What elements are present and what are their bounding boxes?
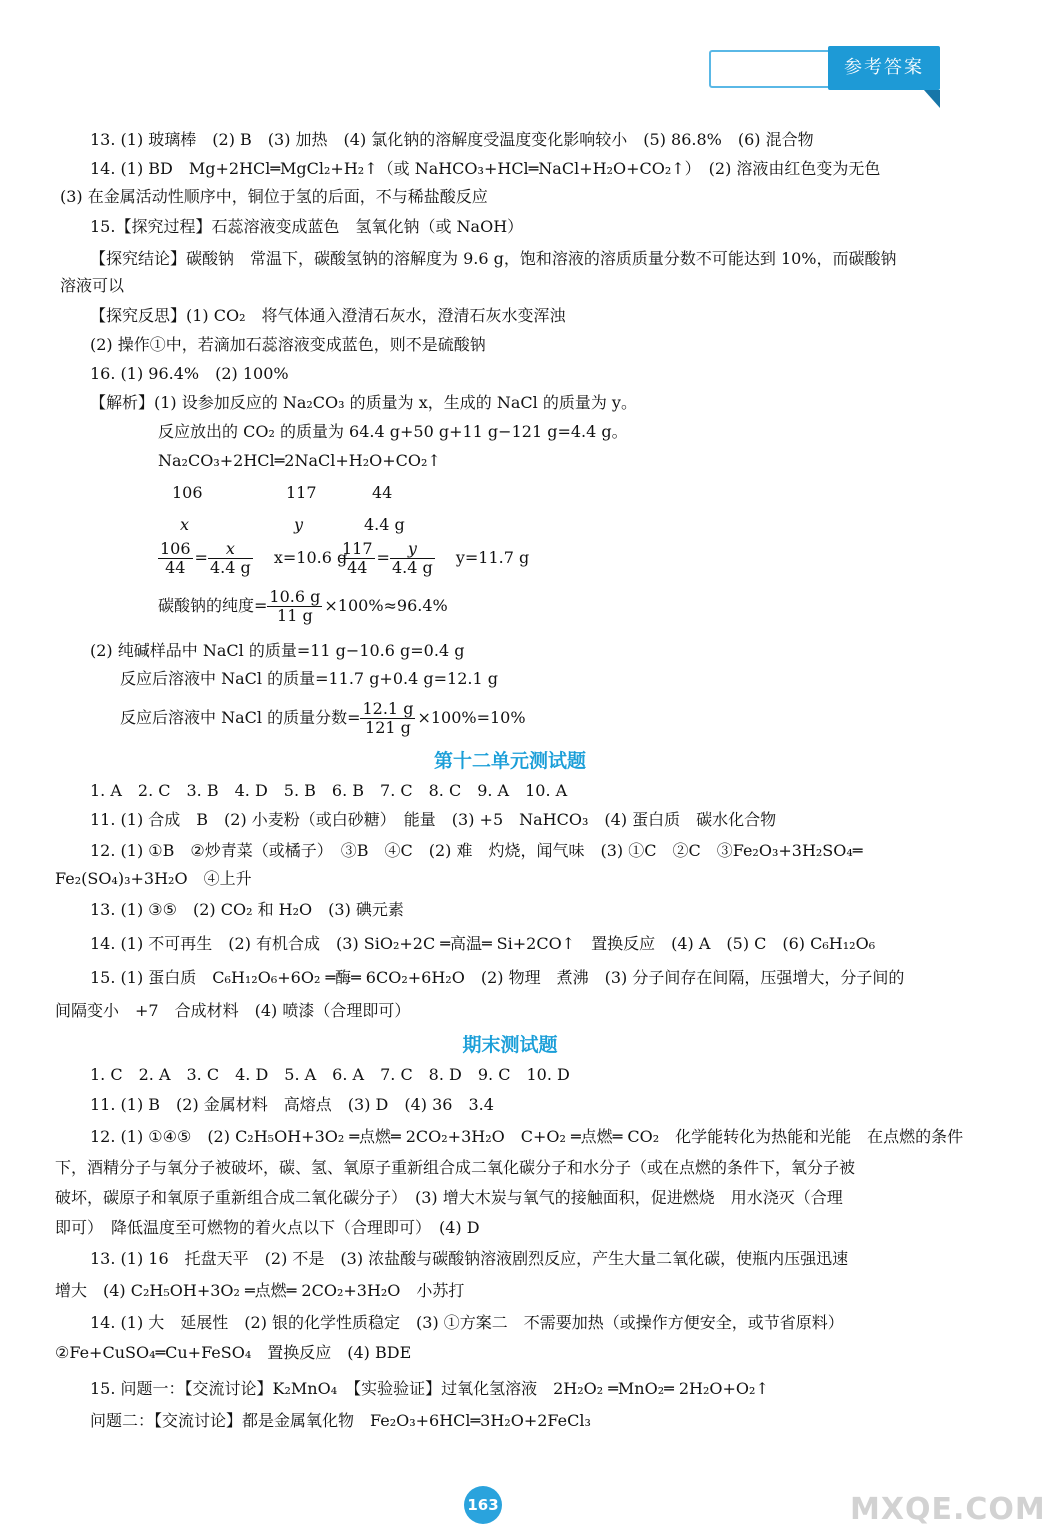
header-fold-decoration — [924, 90, 940, 108]
answer-line: (2) 纯碱样品中 NaCl 的质量=11 g−10.6 g=0.4 g — [90, 641, 465, 660]
answer-line: 13. (1) ③⑤ (2) CO₂ 和 H₂O (3) 碘元素 — [90, 900, 404, 919]
equation-line: Na₂CO₃+2HCl═2NaCl+H₂O+CO₂↑ — [158, 451, 441, 470]
answer-line: (2) 操作①中，若滴加石蕊溶液变成蓝色，则不是硫酸钠 — [90, 335, 486, 354]
variable: x — [180, 515, 190, 534]
header-tab: 参考答案 — [828, 46, 940, 90]
proportion-2: $\frac{117}{44}$ = $\frac{y}{4.4 g}$ y=11.7 g — [342, 539, 530, 577]
answer-line: 【解析】(1) 设参加反应的 Na₂CO₃ 的质量为 x，生成的 NaCl 的质量为 y。 — [90, 393, 637, 412]
page-number-badge: 163 — [464, 1486, 502, 1524]
answer-line: 14. (1) 大 延展性 (2) 银的化学性质稳定 (3) ①方案二 不需要加热（或操作方便安全，或节省原料） — [90, 1313, 844, 1332]
answer-line: 13. (1) 玻璃棒 (2) B (3) 加热 (4) 氯化钠的溶解度受温度变化影响较小 (5) 86.8% (6) 混合物 — [90, 130, 814, 149]
answer-line: ②Fe+CuSO₄═Cu+FeSO₄ 置换反应 (4) BDE — [55, 1343, 412, 1362]
answer-line: 间隔变小 +7 合成材料 (4) 喷漆（合理即可） — [55, 1001, 411, 1020]
answer-line: 14. (1) 不可再生 (2) 有机合成 (3) SiO₂+2C ═高温═ Si+2CO↑ 置换反应 (4) A (5) C (6) C₆H₁₂O₆ — [90, 934, 876, 953]
section-title-final: 期末测试题 — [462, 1034, 558, 1056]
answer-line: 反应放出的 CO₂ 的质量为 64.4 g+50 g+11 g−121 g=4.4 g。 — [158, 422, 628, 441]
proportion-1: $\frac{106}{44}$ = $\frac{x}{4.4 g}$ x=10.6 g — [160, 539, 348, 577]
answer-line: 反应后溶液中 NaCl 的质量=11.7 g+0.4 g=12.1 g — [120, 669, 498, 688]
mass-value: 117 — [286, 483, 317, 502]
answer-line: 15. (1) 蛋白质 C₆H₁₂O₆+6O₂ ═酶═ 6CO₂+6H₂O (2) 物理 煮沸 (3) 分子间存在间隔，压强增大，分子间的 — [90, 968, 905, 987]
answer-line: 破坏，碳原子和氧原子重新组合成二氧化碳分子） (3) 增大木炭与氧气的接触面积，促进燃烧 用水浇灭（合理 — [55, 1188, 843, 1207]
answer-line: (3) 在金属活动性顺序中，铜位于氢的后面，不与稀盐酸反应 — [60, 187, 488, 206]
answer-line: 12. (1) ①B ②炒青菜（或橘子） ③B ④C (2) 难 灼烧，闻气味 (3) ①C ②C ③Fe₂O₃+3H₂SO₄═ — [90, 841, 863, 860]
answer-line: 1. A 2. C 3. B 4. D 5. B 6. B 7. C 8. C 9. A 10. A — [90, 781, 568, 800]
answer-line: 15.【探究过程】石蕊溶液变成蓝色 氢氧化钠（或 NaOH） — [90, 217, 524, 236]
header-blank-box — [709, 50, 831, 88]
answer-line: 13. (1) 16 托盘天平 (2) 不是 (3) 浓盐酸与碳酸钠溶液剧烈反应，产生大量二氧化碳，使瓶内压强迅速 — [90, 1249, 849, 1268]
answer-line: Fe₂(SO₄)₃+3H₂O ④上升 — [55, 869, 252, 888]
answer-line: 增大 (4) C₂H₅OH+3O₂ ═点燃═ 2CO₂+3H₂O 小苏打 — [55, 1281, 465, 1300]
answer-line: 16. (1) 96.4% (2) 100% — [90, 364, 289, 383]
answer-line: 15. 问题一：【交流讨论】K₂MnO₄ 【实验验证】过氧化氢溶液 2H₂O₂ ═MnO₂═ 2H₂O+O₂↑ — [90, 1379, 769, 1398]
mass-fraction-calc: 反应后溶液中 NaCl 的质量分数= $\frac{12.1 g}{121 g}$ ×100%=10% — [120, 699, 526, 737]
answer-line: 【探究结论】碳酸钠 常温下，碳酸氢钠的溶解度为 9.6 g，饱和溶液的溶质质量分数不可能达到 10%，而碳酸钠 — [90, 249, 897, 268]
answer-line: 即可） 降低温度至可燃物的着火点以下（合理即可） (4) D — [55, 1218, 480, 1237]
answer-line: 【探究反思】(1) CO₂ 将气体通入澄清石灰水，澄清石灰水变浑浊 — [90, 306, 566, 325]
answer-line: 12. (1) ①④⑤ (2) C₂H₅OH+3O₂ ═点燃═ 2CO₂+3H₂O C+O₂ ═点燃═ CO₂ 化学能转化为热能和光能 在点燃的条件 — [90, 1127, 964, 1146]
answer-line: 11. (1) B (2) 金属材料 高熔点 (3) D (4) 36 3.4 — [90, 1095, 494, 1114]
variable: 4.4 g — [364, 515, 405, 534]
answer-line: 溶液可以 — [60, 276, 125, 295]
answer-line: 1. C 2. A 3. C 4. D 5. A 6. A 7. C 8. D 9. C 10. D — [90, 1065, 570, 1084]
variable: y — [294, 515, 304, 534]
answer-line: 11. (1) 合成 B (2) 小麦粉（或白砂糖） 能量 (3) +5 NaHCO₃ (4) 蛋白质 碳水化合物 — [90, 810, 777, 829]
answer-line: 14. (1) BD Mg+2HCl═MgCl₂+H₂↑（或 NaHCO₃+HCl═NaCl+H₂O+CO₂↑） (2) 溶液由红色变为无色 — [90, 159, 881, 178]
mass-value: 106 — [172, 483, 203, 502]
answer-line: 问题二：【交流讨论】都是金属氧化物 Fe₂O₃+6HCl═3H₂O+2FeCl₃ — [90, 1411, 591, 1430]
watermark-logo: MXQE.COM — [850, 1492, 1046, 1527]
answer-line: 下，酒精分子与氧分子被破坏，碳、氢、氧原子重新组合成二氧化碳分子和水分子（或在点燃的条件下，氧分子被 — [55, 1158, 856, 1177]
purity-calc: 碳酸钠的纯度= $\frac{10.6 g}{11 g}$ ×100%≈96.4% — [158, 587, 448, 625]
mass-value: 44 — [372, 483, 393, 502]
section-title-unit12: 第十二单元测试题 — [433, 750, 586, 772]
